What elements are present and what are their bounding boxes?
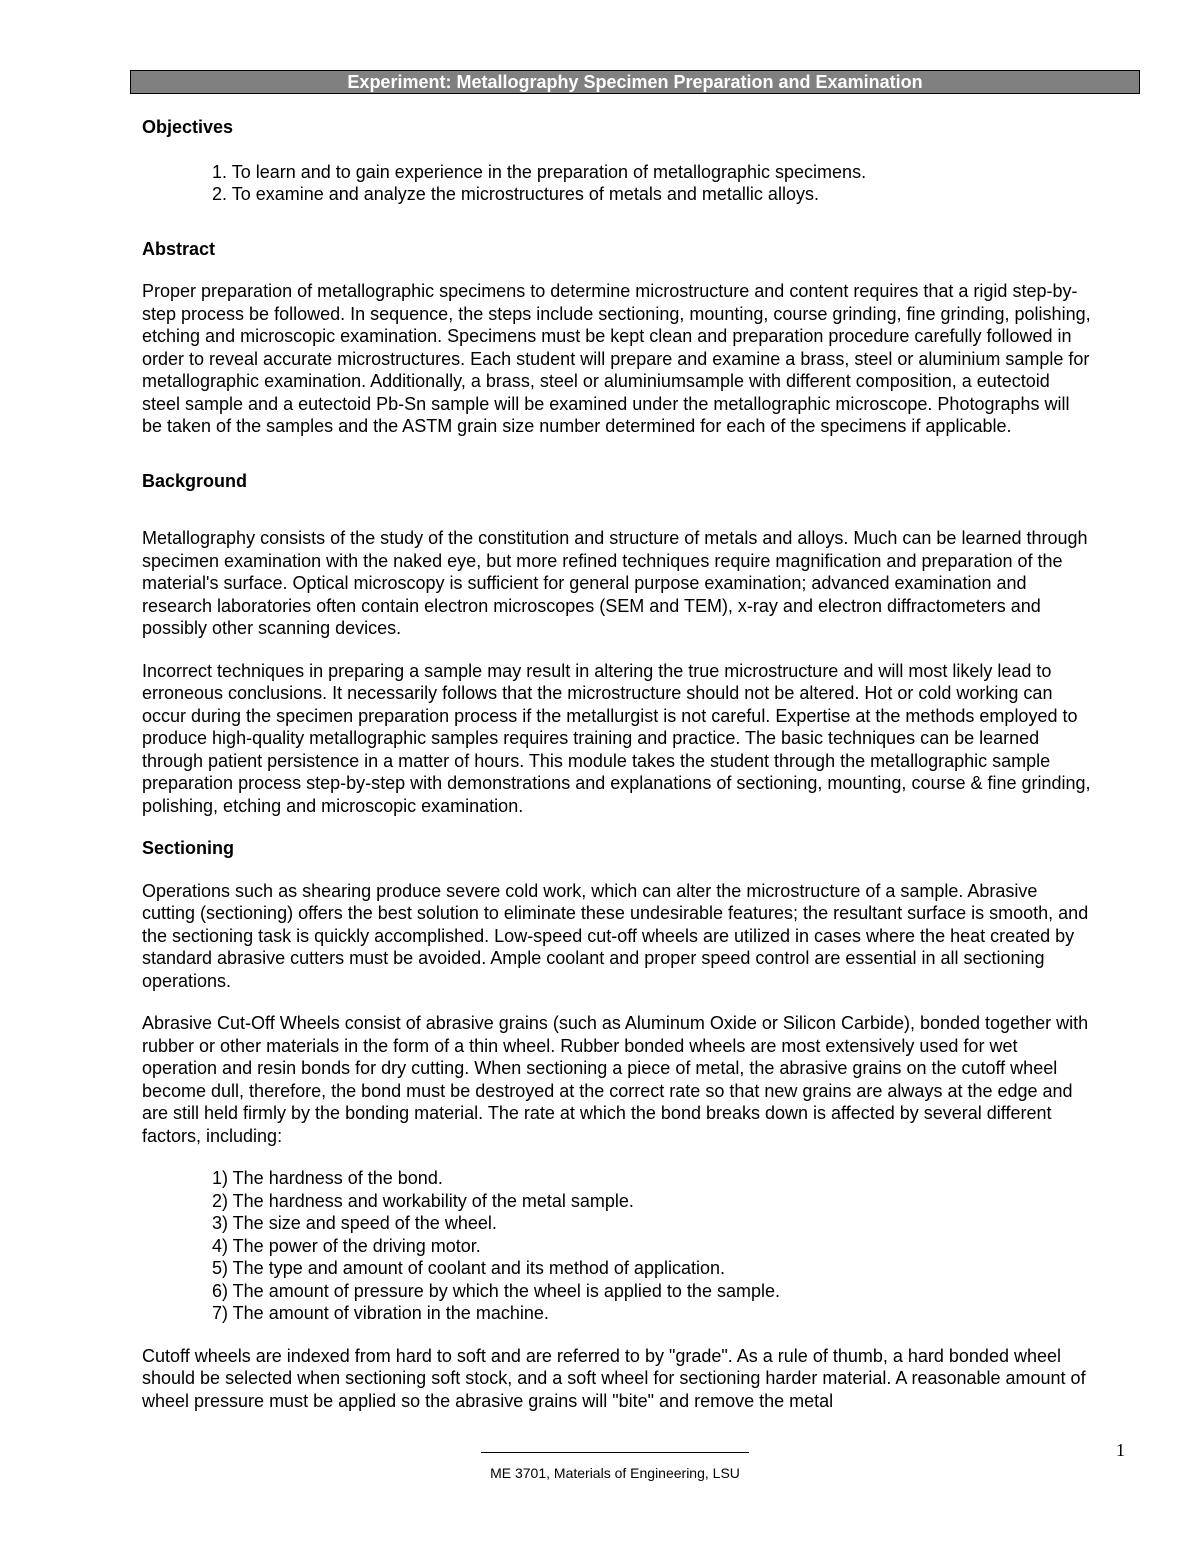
background-paragraph-1: Metallography consists of the study of the constitution and structure of metals and alloys. Much can be learned through specimen examination with the naked eye, but more refined techniques require magnification and preparation of the material's surface. Optical microscopy is sufficient for general purpose examination; advanced examination and research laboratories often contain electron microscopes (SEM and TEM), x-ray and electron diffractometers and possibly other scanning devices. xyxy=(142,528,1088,638)
list-item: 7) The amount of vibration in the machine. xyxy=(212,1303,549,1323)
page-number: 1 xyxy=(1116,1440,1125,1460)
footer-text: ME 3701, Materials of Engineering, LSU xyxy=(490,1465,740,1481)
sectioning-paragraph-2: Abrasive Cut-Off Wheels consist of abrasive grains (such as Aluminum Oxide or Silicon Carbide), bonded together with rubber or other materials in the form of a thin wheel. Rubber bonded wheels are most extensively used for wet operation and resin bonds for dry cutting. When sectioning a piece of metal, the abrasive grains on the cutoff wheel become dull, therefore, the bond must be destroyed at the correct rate so that new grains are always at the edge and are still held firmly by the bonding material. The rate at which the bond breaks down is affected by several different factors, including: xyxy=(142,1013,1089,1146)
list-item: 1) The hardness of the bond. xyxy=(212,1168,443,1188)
background-heading: Background xyxy=(142,470,248,491)
list-item: 6) The amount of pressure by which the wheel is applied to the sample. xyxy=(212,1280,780,1301)
sectioning-heading: Sectioning xyxy=(142,838,235,858)
footer-divider xyxy=(481,1452,749,1453)
list-item: 2. To examine and analyze the microstructures of metals and metallic alloys. xyxy=(212,184,819,204)
objectives-heading: Objectives xyxy=(142,117,234,137)
list-item: 1. To learn and to gain experience in the preparation of metallographic specimens. xyxy=(212,161,867,182)
document-title: Experiment: Metallography Specimen Preparation and Examination xyxy=(130,70,1140,94)
sectioning-paragraph-1: Operations such as shearing produce severe cold work, which can alter the microstructure of a sample. Abrasive cutting (sectioning) offers the best solution to eliminate these undesirable features; the resultant surface is smooth, and the sectioning task is quickly accomplished. Low-speed cut-off wheels are utilized in cases where the heat created by standard abrasive cutters must be avoided. Ample coolant and proper speed control are essential in all sectioning operations. xyxy=(142,880,1089,991)
sectioning-paragraph-3: Cutoff wheels are indexed from hard to soft and are referred to by "grade". As a rule of thumb, a hard bonded wheel should be selected when sectioning soft stock, and a soft wheel for sectioning harder material. A reasonable amount of wheel pressure must be applied so the abrasive grains will "bite" and remove the metal xyxy=(142,1345,1086,1411)
abstract-heading: Abstract xyxy=(142,238,216,259)
list-item: 2) The hardness and workability of the metal sample. xyxy=(212,1190,634,1211)
list-item: 4) The power of the driving motor. xyxy=(212,1235,481,1256)
document-body xyxy=(142,116,1092,1412)
list-item: 3) The size and speed of the wheel. xyxy=(212,1213,497,1233)
objectives-list xyxy=(212,161,1092,206)
background-paragraph-2: Incorrect techniques in preparing a sample may result in altering the true microstructure and will most likely lead to erroneous conclusions. It necessarily follows that the microstructure should not be altered. Hot or cold working can occur during the specimen preparation process if the metallurgist is not careful. Expertise at the methods employed to produce high-quality metallographic samples requires training and practice. The basic techniques can be learned through patient persistence in a matter of hours. This module takes the student through the metallographic sample preparation process step-by-step with demonstrations and explanations of sectioning, mounting, course & fine grinding, polishing, etching and microscopic examination. xyxy=(142,660,1091,816)
abstract-paragraph: Proper preparation of metallographic specimens to determine microstructure and content requires that a rigid step-by-step process be followed. In sequence, the steps include sectioning, mounting, course grinding, fine grinding, polishing, etching and microscopic examination. Specimens must be kept clean and preparation procedure carefully followed in order to reveal accurate microstructures. Each student will prepare and examine a brass, steel or aluminium sample for metallographic examination. Additionally, a brass, steel or aluminiumsample with different composition, a eutectoid steel sample and a eutectoid Pb-Sn sample will be examined under the metallographic microscope. Photographs will be taken of the samples and the ASTM grain size number determined for each of the specimens if applicable. xyxy=(142,281,1091,436)
factors-list xyxy=(212,1167,1092,1325)
list-item: 5) The type and amount of coolant and its method of application. xyxy=(212,1258,725,1278)
